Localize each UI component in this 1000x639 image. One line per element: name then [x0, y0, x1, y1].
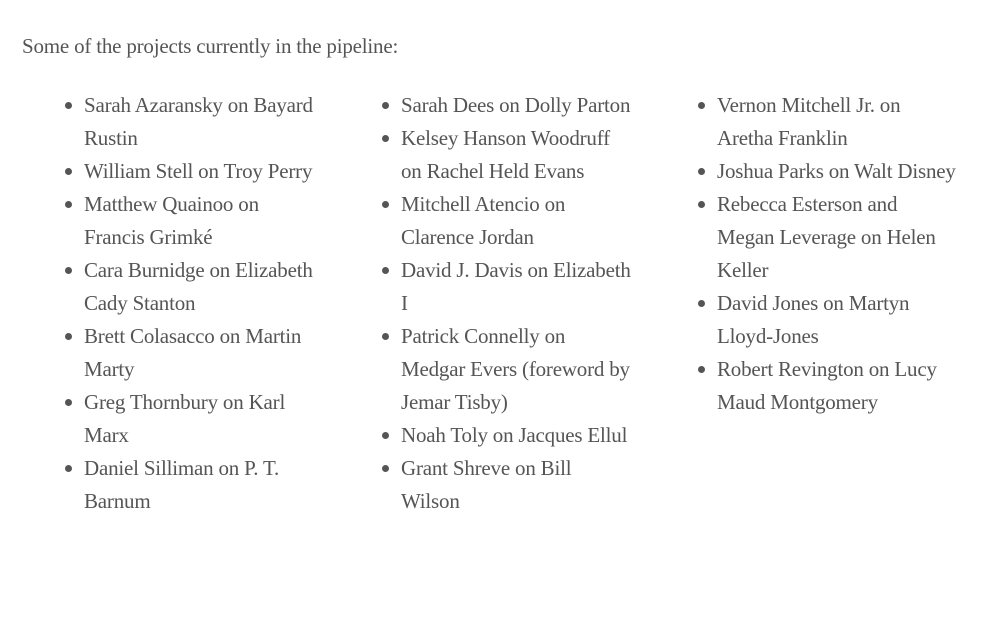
- intro-text: Some of the projects currently in the pipeline:: [22, 34, 399, 58]
- list-item: Robert Revington on Lucy Maud Montgomery: [717, 353, 957, 419]
- list-item: William Stell on Troy Perry: [84, 155, 324, 188]
- project-list-column-1: [84, 89, 324, 518]
- project-list-column-3: [717, 89, 957, 419]
- list-item: Kelsey Hanson Woodruff on Rachel Held Evans: [401, 122, 631, 188]
- list-item: Cara Burnidge on Elizabeth Cady Stanton: [84, 254, 324, 320]
- list-item: David Jones on Martyn Lloyd-Jones: [717, 287, 957, 353]
- list-item: Mitchell Atencio on Clarence Jordan: [401, 188, 631, 254]
- list-item: Sarah Dees on Dolly Parton: [401, 89, 631, 122]
- list-item: Vernon Mitchell Jr. on Aretha Franklin: [717, 89, 957, 155]
- list-item: Grant Shreve on Bill Wilson: [401, 452, 631, 518]
- list-item: Sarah Azaransky on Bayard Rustin: [84, 89, 324, 155]
- list-item: David J. Davis on Elizabeth I: [401, 254, 631, 320]
- project-list-column-2: [401, 89, 631, 518]
- list-item: Noah Toly on Jacques Ellul: [401, 419, 631, 452]
- list-item: Brett Colasacco on Martin Marty: [84, 320, 324, 386]
- list-item: Patrick Connelly on Medgar Evers (foreword by Jemar Tisby): [401, 320, 631, 419]
- list-item: Matthew Quainoo on Francis Grimké: [84, 188, 324, 254]
- list-item: Joshua Parks on Walt Disney: [717, 155, 957, 188]
- list-item: Greg Thornbury on Karl Marx: [84, 386, 324, 452]
- list-item: Rebecca Esterson and Megan Leverage on Helen Keller: [717, 188, 957, 287]
- list-item: Daniel Silliman on P. T. Barnum: [84, 452, 324, 518]
